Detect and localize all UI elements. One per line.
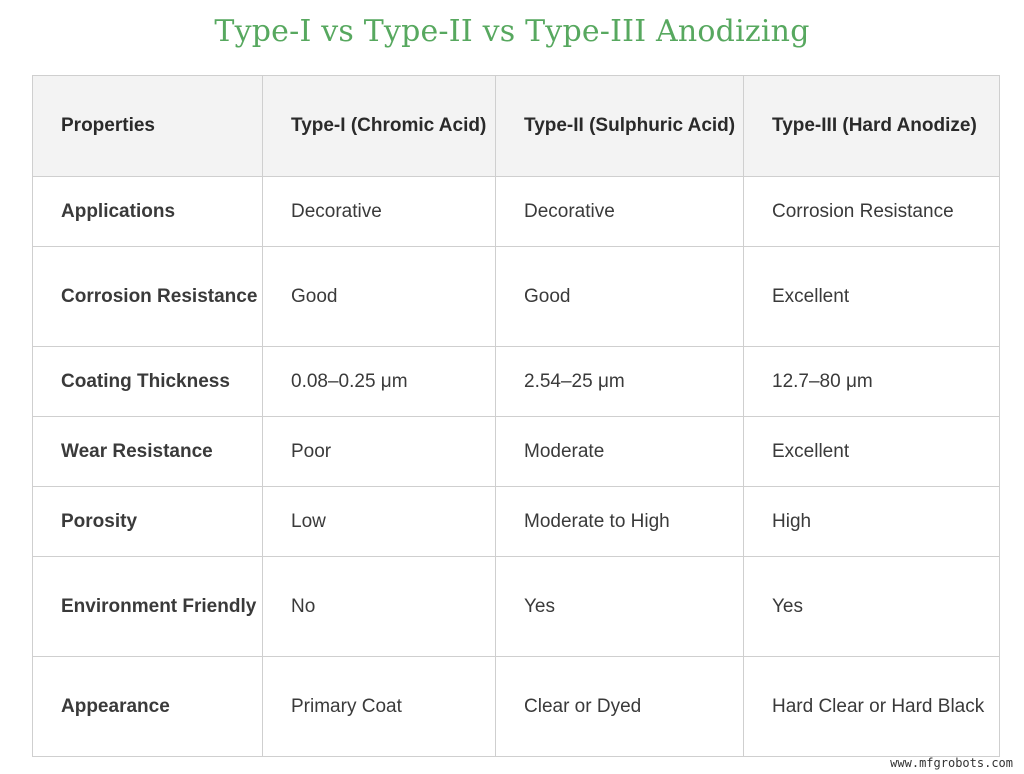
header-type-ii: Type-II (Sulphuric Acid) xyxy=(496,76,744,177)
table-cell: Decorative xyxy=(263,177,496,247)
table-cell: 0.08–0.25 μm xyxy=(263,347,496,417)
table-cell: Decorative xyxy=(496,177,744,247)
row-label: Porosity xyxy=(33,487,263,557)
table-cell: Good xyxy=(263,247,496,347)
header-type-i: Type-I (Chromic Acid) xyxy=(263,76,496,177)
table-header-row xyxy=(33,76,1000,177)
table-cell: Good xyxy=(496,247,744,347)
watermark: www.mfgrobots.com xyxy=(890,756,1013,770)
table-cell: No xyxy=(263,557,496,657)
table-cell: Moderate to High xyxy=(496,487,744,557)
header-properties: Properties xyxy=(33,76,263,177)
table-cell: Excellent xyxy=(744,417,1000,487)
table-cell: Moderate xyxy=(496,417,744,487)
row-label: Environment Friendly xyxy=(33,557,263,657)
row-label: Applications xyxy=(33,177,263,247)
table-row-wear-resistance xyxy=(33,417,1000,487)
table-cell: High xyxy=(744,487,1000,557)
table-cell: Clear or Dyed xyxy=(496,657,744,757)
table-cell: 12.7–80 μm xyxy=(744,347,1000,417)
comparison-table xyxy=(32,75,1000,757)
table-cell: Corrosion Resistance xyxy=(744,177,1000,247)
row-label: Appearance xyxy=(33,657,263,757)
table-cell: Primary Coat xyxy=(263,657,496,757)
table-row-coating-thickness xyxy=(33,347,1000,417)
row-label: Corrosion Resistance xyxy=(33,247,263,347)
table-cell: Low xyxy=(263,487,496,557)
table-row-environment-friendly xyxy=(33,557,1000,657)
page-title: Type-I vs Type-II vs Type-III Anodizing xyxy=(214,14,810,49)
table-cell: Poor xyxy=(263,417,496,487)
table-row-applications xyxy=(33,177,1000,247)
row-label: Wear Resistance xyxy=(33,417,263,487)
table-cell: Yes xyxy=(496,557,744,657)
table-cell: 2.54–25 μm xyxy=(496,347,744,417)
table-cell: Hard Clear or Hard Black xyxy=(744,657,1000,757)
table-row-porosity xyxy=(33,487,1000,557)
table-row-appearance xyxy=(33,657,1000,757)
row-label: Coating Thickness xyxy=(33,347,263,417)
header-type-iii: Type-III (Hard Anodize) xyxy=(744,76,1000,177)
table-row-corrosion-resistance xyxy=(33,247,1000,347)
table-cell: Yes xyxy=(744,557,1000,657)
table-cell: Excellent xyxy=(744,247,1000,347)
